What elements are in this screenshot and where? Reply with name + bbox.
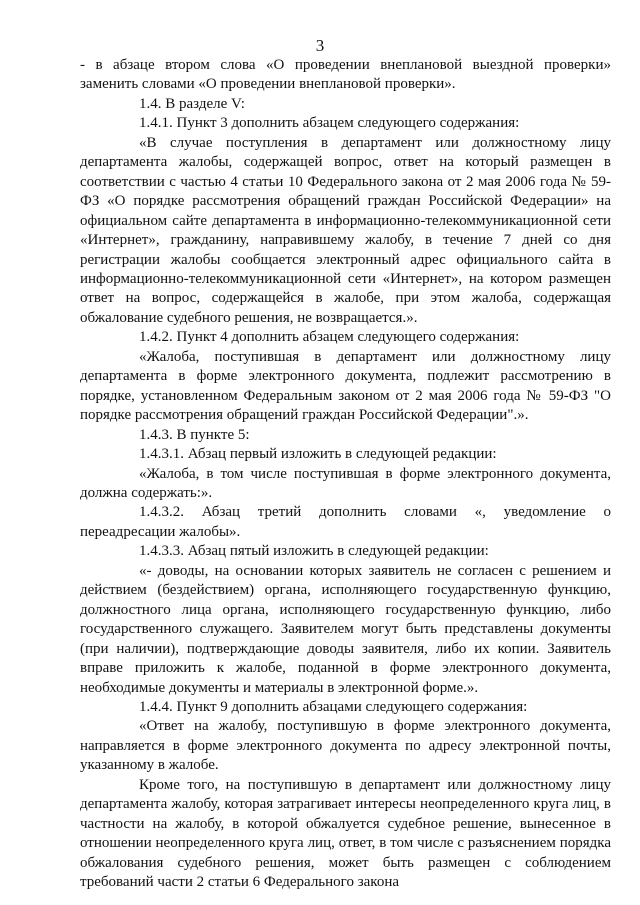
paragraph: 1.4.1. Пункт 3 дополнить абзацем следующего содержания:: [139, 115, 520, 132]
paragraph: 1.4.2. Пункт 4 дополнить абзацем следующего содержания:: [139, 329, 520, 346]
paragraph: «Жалоба, поступившая в департамент или должностному лицу департамента в форме электронного документа, подлежит рассмотрению в порядке, установленном Федеральным законом от 2 мая 2006 года № 59-ФЗ "О порядке рассмотрения обращений граждан Российской Федерации".».: [80, 348, 611, 424]
page-number: 3: [315, 36, 325, 55]
paragraph: 1.4. В разделе V:: [139, 95, 245, 112]
paragraph: «В случае поступления в департамент или должностному лицу департамента жалобы, содержащей вопрос, ответ на который размещен в соответствии с частью 4 статьи 10 Федерального закона от 2 мая 2006 года № 59-ФЗ «О порядке рассмотрения обращений граждан Российской Федерации» на официальном сайте департамента в информационно-телекоммуникационной сети «Интернет», гражданину, направившему жалобу, в течение 7 дней со дня регистрации жалобы сообщается электронный адрес официального сайта в информационно-телекоммуникационной сети «Интернет», на котором размещен ответ на вопрос, содержащейся в жалобе, при этом жалоба, содержащая обжалование судебного решения, не возвращается.».: [80, 134, 611, 326]
paragraph: 1.4.3.1. Абзац первый изложить в следующей редакции:: [139, 446, 497, 463]
paragraph: - в абзаце втором слова «О проведении внеплановой выездной проверки» заменить словами «О проведении внеплановой проверки».: [80, 57, 611, 93]
document-body: [80, 56, 611, 892]
paragraph: 1.4.3. В пункте 5:: [139, 426, 250, 443]
paragraph: «Ответ на жалобу, поступившую в форме электронного документа, направляется в форме электронного документа по адресу электронной почты, указанному в жалобе.: [80, 718, 611, 774]
paragraph: «Жалоба, в том числе поступившая в форме электронного документа, должна содержать:».: [80, 465, 611, 501]
paragraph: Кроме того, на поступившую в департамент или должностному лицу департамента жалобу, которая затрагивает интересы неопределенного круга лиц, в частности на жалобу, в которой обжалуется судебное решение, вынесенное в отношении неопределенного круга лиц, ответ, в том числе с разъяснением порядка обжалования судебного решения, может быть размещен с соблюдением требований части 2 статьи 6 Федерального закона: [80, 776, 611, 891]
paragraph: 1.4.4. Пункт 9 дополнить абзацами следующего содержания:: [139, 698, 528, 715]
paragraph: 1.4.3.2. Абзац третий дополнить словами «, уведомление о переадресации жалобы».: [80, 504, 611, 540]
paragraph: 1.4.3.3. Абзац пятый изложить в следующей редакции:: [139, 543, 489, 560]
paragraph: «- доводы, на основании которых заявитель не согласен с решением и действием (бездействием) органа, исполняющего государственную функцию, должностного лица органа, исполняющего государственную функцию, либо государственного служащего. Заявителем могут быть представлены документы (при наличии), подтверждающие доводы заявителя, либо их копии. Заявитель вправе приложить к жалобе, поданной в форме электронного документа, необходимые документы и материалы в электронной форме.».: [80, 562, 611, 696]
